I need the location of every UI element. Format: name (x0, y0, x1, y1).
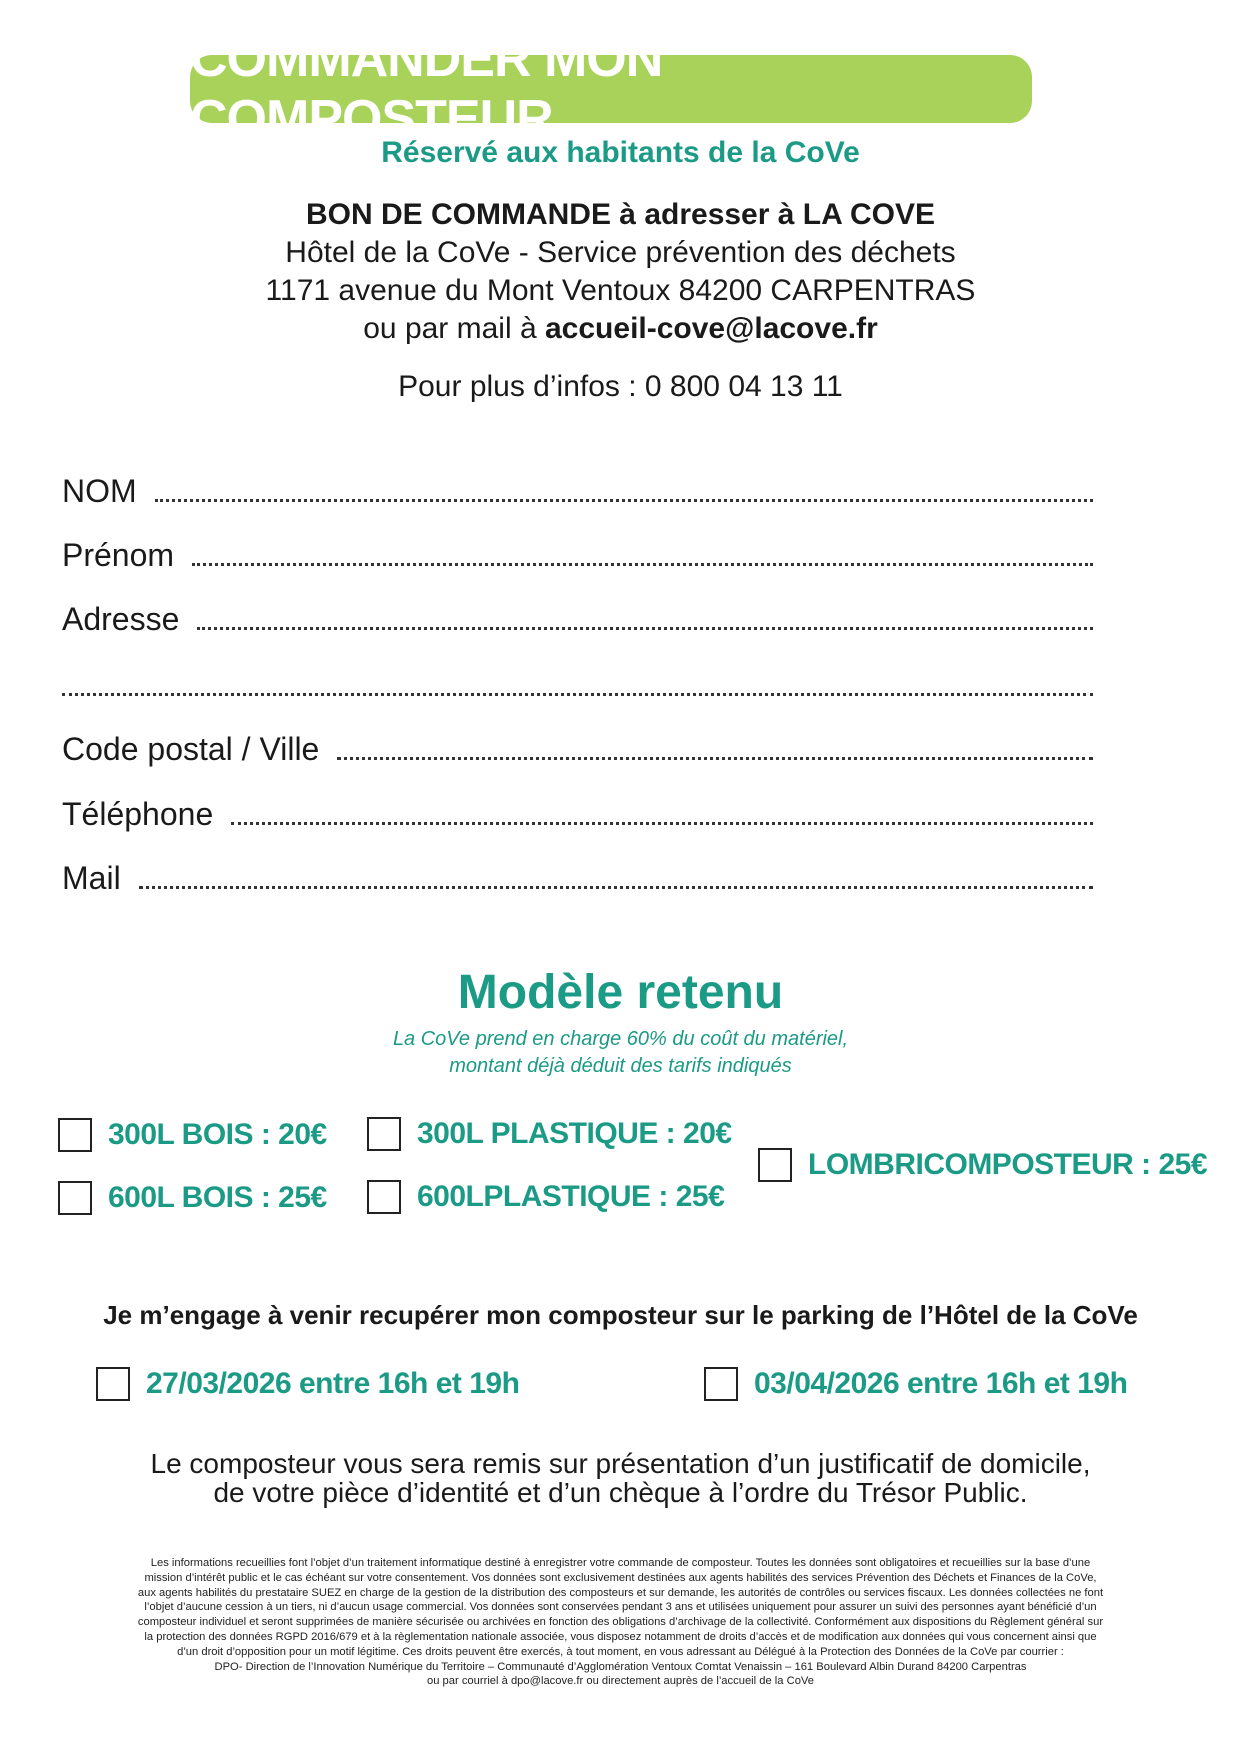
model-note-line2: montant déjà déduit des tarifs indiqués (449, 1055, 792, 1077)
nom-dotted-line[interactable] (155, 499, 1093, 502)
prenom-label: Prénom (62, 537, 175, 573)
model-note-line1: La CoVe prend en charge 60% du coût du matériel, (392, 1028, 849, 1050)
date-label: 27/03/2026 entre 16h et 19h (146, 1367, 520, 1400)
pickup-date-2[interactable] (704, 1367, 1127, 1401)
legal-line: DPO- Direction de l’Innovation Numérique du Territoire – Communauté d’Agglomération Ventoux Comtat Venaissin – 161 Boulevard Albin Durand 84200 Carpentras (214, 1660, 1027, 1673)
option-lombricomposteur[interactable] (758, 1148, 1207, 1182)
adresse-field-line2[interactable] (62, 664, 1093, 704)
order-heading: BON DE COMMANDE à adresser à LA COVE (305, 198, 936, 231)
email-address[interactable]: accueil-cove@lacove.fr (545, 312, 878, 345)
address-line-email (0, 312, 1241, 346)
checkbox-600l-bois[interactable] (58, 1181, 92, 1215)
date-label: 03/04/2026 entre 16h et 19h (754, 1367, 1128, 1400)
legal-line: mission d’intérêt public et le cas échéant sur votre consentement. Vos données sont exclusivement destinées aux agents habilités des services Prévention des Déchets et Finances de la CoVe, (144, 1571, 1097, 1584)
nom-field[interactable] (62, 470, 1093, 510)
legal-line: la protection des données RGPD 2016/679 et à la règlementation nationale associée, vous disposez notamment de droits d’accès et de modification aux données qui vous concernent ainsi que (144, 1630, 1097, 1643)
adresse-dotted-line[interactable] (197, 627, 1093, 630)
address-line-service: Hôtel de la CoVe - Service prévention des déchets (285, 236, 956, 269)
legal-line: l’objet d’aucune cession à un tiers, ni d’aucun usage commercial. Vos données sont conservées pendant 3 ans et utilisées uniquement pour assurer un suivi des personnes ayant bénéficié d’un (144, 1601, 1097, 1614)
prenom-field[interactable] (62, 534, 1093, 574)
code-postal-ville-dotted-line[interactable] (337, 757, 1093, 760)
code-postal-ville-label: Code postal / Ville (62, 731, 320, 767)
telephone-dotted-line[interactable] (231, 822, 1093, 825)
remise-line1: Le composteur vous sera remis sur présentation d’un justificatif de domicile, (150, 1448, 1091, 1479)
option-label: 600LPLASTIQUE : 25€ (417, 1180, 725, 1213)
code-postal-ville-field[interactable] (62, 728, 1093, 768)
legal-line: d’un droit d’opposition pour un motif légitime. Ces droits peuvent être exercés, à tout moment, en vous adressant au Délégué à la Protection des Données de la CoVe par courrier : (177, 1645, 1064, 1658)
mail-field[interactable] (62, 857, 1093, 897)
title-banner (190, 30, 1032, 148)
option-300l-plastique[interactable] (367, 1117, 732, 1151)
adresse-field[interactable] (62, 598, 1093, 638)
legal-notice (80, 1556, 1161, 1689)
remise-line2: de votre pièce d’identité et d’un chèque à l’ordre du Trésor Public. (213, 1477, 1028, 1508)
pickup-engagement: Je m’engage à venir recupérer mon composteur sur le parking de l’Hôtel de la CoVe (103, 1300, 1138, 1330)
mail-label: Mail (62, 860, 121, 896)
checkbox-300l-plastique[interactable] (367, 1117, 401, 1151)
address-line-street: 1171 avenue du Mont Ventoux 84200 CARPENTRAS (265, 274, 976, 307)
page-title: COMMANDER MON COMPOSTEUR (190, 30, 663, 148)
checkbox-300l-bois[interactable] (58, 1118, 92, 1152)
option-label: 300L BOIS : 20€ (108, 1118, 327, 1151)
legal-line: composteur individuel et seront supprimées de manière sécurisée ou archivées en fonction des obligations d’archivage de la collectivité. Conformément aux dispositions du Règlement général sur (137, 1616, 1104, 1629)
checkbox-date-1[interactable] (96, 1367, 130, 1401)
legal-line: aux agents habilités du prestataire SUEZ en charge de la gestion de la distribution des composteurs et sur demande, les autorités de contrôles ou services fiscaux. Les données collectées ne font (137, 1586, 1104, 1599)
adresse-label: Adresse (62, 601, 180, 637)
pickup-date-1[interactable] (96, 1367, 519, 1401)
option-label: 300L PLASTIQUE : 20€ (417, 1117, 732, 1150)
option-600l-plastique[interactable] (367, 1180, 724, 1214)
option-label: 600L BOIS : 25€ (108, 1181, 327, 1214)
telephone-field[interactable] (62, 793, 1093, 833)
prenom-dotted-line[interactable] (192, 563, 1093, 566)
legal-line: Les informations recueillies font l’objet d’un traitement informatique destiné à enregistrer votre commande de composteur. Toutes les données sont obligatoires et recueillies sur la base d’une (150, 1557, 1091, 1569)
option-300l-bois[interactable] (58, 1118, 327, 1152)
model-title: Modèle retenu (457, 966, 784, 1019)
telephone-label: Téléphone (62, 796, 214, 832)
subtitle: Réservé aux habitants de la CoVe (381, 136, 860, 169)
nom-label: NOM (62, 473, 137, 509)
checkbox-lombricomposteur[interactable] (758, 1148, 792, 1182)
option-label: LOMBRICOMPOSTEUR : 25€ (808, 1148, 1208, 1181)
option-600l-bois[interactable] (58, 1181, 327, 1215)
checkbox-600l-plastique[interactable] (367, 1180, 401, 1214)
email-prefix: ou par mail à (363, 312, 545, 345)
legal-line: ou par courriel à dpo@lacove.fr ou directement auprès de l’accueil de la CoVe (427, 1675, 814, 1688)
checkbox-date-2[interactable] (704, 1367, 738, 1401)
adresse-dotted-line-2[interactable] (62, 693, 1093, 696)
mail-dotted-line[interactable] (139, 886, 1093, 889)
info-phone: Pour plus d’infos : 0 800 04 13 11 (398, 370, 843, 403)
